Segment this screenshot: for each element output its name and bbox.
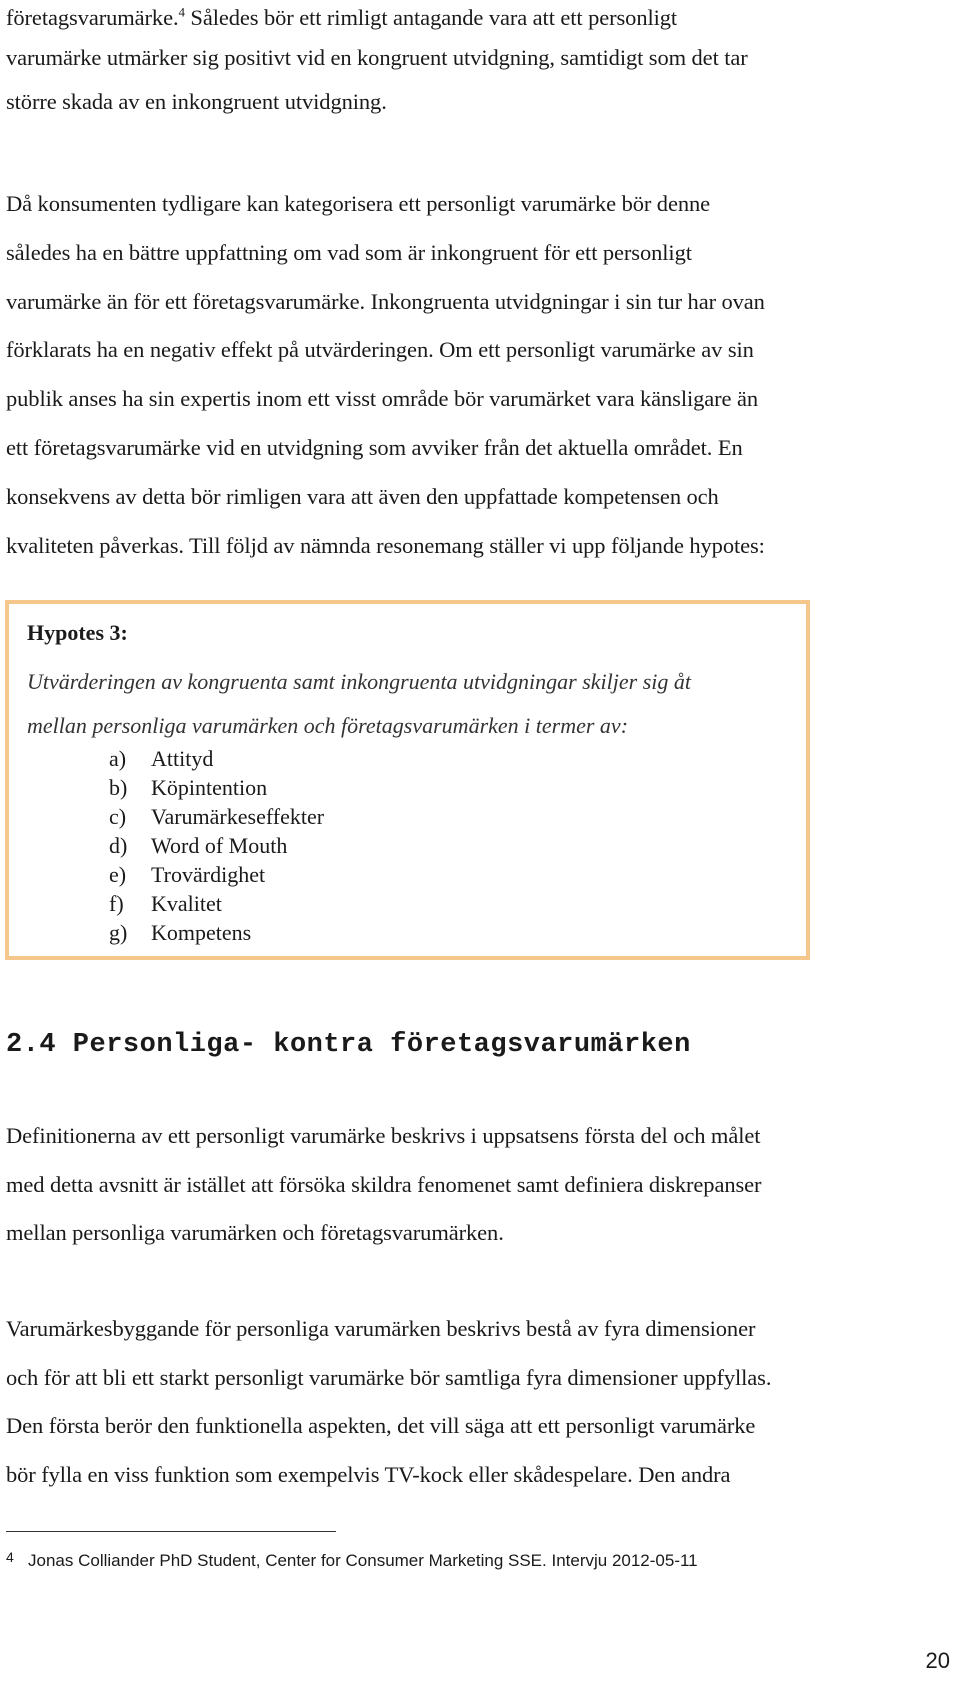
- paragraph-1-line-1-start: företagsvarumärke.: [6, 5, 179, 30]
- list-item-label: Kvalitet: [151, 891, 222, 916]
- paragraph-1-line-1-end: Således bör ett rimligt antagande vara att ett personligt: [184, 5, 678, 30]
- hypothesis-statement-line: Utvärderingen av kongruenta samt inkongruenta utvidgningar skiljer sig åt: [27, 669, 691, 694]
- list-marker: g): [109, 920, 128, 945]
- paragraph-2-line: publik anses ha sin expertis inom ett visst område bör varumärket vara känsligare än: [6, 386, 759, 412]
- list-item-label: Trovärdighet: [151, 862, 266, 887]
- hypothesis-statement-line: mellan personliga varumärken och företagsvarumärken i termer av:: [27, 713, 629, 738]
- paragraph-2-line: kvaliteten påverkas. Till följd av nämnda resonemang ställer vi upp följande hypotes:: [6, 532, 765, 558]
- paragraph-2-line: således ha en bättre uppfattning om vad som är inkongruent för ett personligt: [6, 239, 692, 265]
- list-marker: d): [109, 833, 128, 858]
- hypothesis-list: [109, 744, 324, 947]
- paragraph-4: [6, 1305, 956, 1499]
- list-item: [109, 831, 324, 860]
- paragraph-4-line: Den första berör den funktionella aspekten, det vill säga att ett personligt varumärke: [6, 1413, 756, 1438]
- footnote-reference[interactable]: 4: [178, 4, 185, 20]
- paragraph-1-line-2: varumärke utmärker sig positivt vid en kongruent utvidgning, samtidigt som det tar: [6, 45, 748, 70]
- paragraph-1-line-3: större skada av en inkongruent utvidgning.: [6, 89, 387, 114]
- list-item: [109, 744, 324, 773]
- list-marker: f): [109, 891, 124, 916]
- footnote-text: Jonas Colliander PhD Student, Center for Consumer Marketing SSE. Intervju 2012-05-11: [28, 1551, 698, 1570]
- page-number: 20: [925, 1648, 950, 1673]
- paragraph-3-line: Definitionerna av ett personligt varumärke beskrivs i uppsatsens första del och målet: [6, 1123, 761, 1148]
- list-marker: a): [109, 746, 127, 771]
- section-heading: 2.4 Personliga- kontra företagsvarumärken: [6, 1030, 691, 1060]
- list-marker: b): [109, 775, 128, 800]
- footnote: [6, 1548, 698, 1574]
- paragraph-3-line: med detta avsnitt är istället att försöka skildra fenomenet samt definiera diskrepanser: [6, 1171, 762, 1197]
- paragraph-3: [6, 1112, 956, 1258]
- list-item: [109, 918, 324, 947]
- list-item-label: Word of Mouth: [151, 833, 288, 858]
- paragraph-4-line: bör fylla en viss funktion som exempelvis TV-kock eller skådespelare. Den andra: [6, 1461, 731, 1487]
- paragraph-2-line: ett företagsvarumärke vid en utvidgning som avviker från det aktuella området. En: [6, 434, 743, 460]
- list-item: [109, 773, 324, 802]
- hypothesis-box: [5, 600, 810, 960]
- paragraph-1-line-1: [6, 0, 956, 36]
- list-item-label: Kompetens: [151, 920, 252, 945]
- footnote-number: 4: [6, 1549, 14, 1565]
- paragraph-4-line: och för att bli ett starkt personligt varumärke bör samtliga fyra dimensioner uppfyllas.: [6, 1364, 772, 1390]
- paragraph-2: [6, 180, 956, 570]
- list-item: [109, 889, 324, 918]
- list-item: [109, 860, 324, 889]
- paragraph-2-line: Då konsumenten tydligare kan kategorisera ett personligt varumärke bör denne: [6, 191, 711, 216]
- list-marker: c): [109, 804, 127, 829]
- list-marker: e): [109, 862, 127, 887]
- paragraph-3-line: mellan personliga varumärken och företagsvarumärken.: [6, 1220, 504, 1245]
- footnote-divider: [6, 1531, 336, 1532]
- paragraph-2-line: varumärke än för ett företagsvarumärke. Inkongruenta utvidgningar i sin tur har ovan: [6, 288, 765, 314]
- paragraph-2-line: förklarats ha en negativ effekt på utvärderingen. Om ett personligt varumärke av sin: [6, 337, 754, 363]
- paragraph-4-line: Varumärkesbyggande för personliga varumärken beskrivs bestå av fyra dimensioner: [6, 1316, 756, 1341]
- list-item: [109, 802, 324, 831]
- paragraph-2-line: konsekvens av detta bör rimligen vara att även den uppfattade kompetensen och: [6, 483, 719, 509]
- hypothesis-statement: [27, 660, 807, 748]
- hypothesis-title: Hypotes 3:: [27, 620, 128, 645]
- list-item-label: Attityd: [151, 746, 214, 771]
- list-item-label: Varumärkeseffekter: [151, 804, 325, 829]
- paragraph-1: [6, 0, 956, 124]
- list-item-label: Köpintention: [151, 775, 268, 800]
